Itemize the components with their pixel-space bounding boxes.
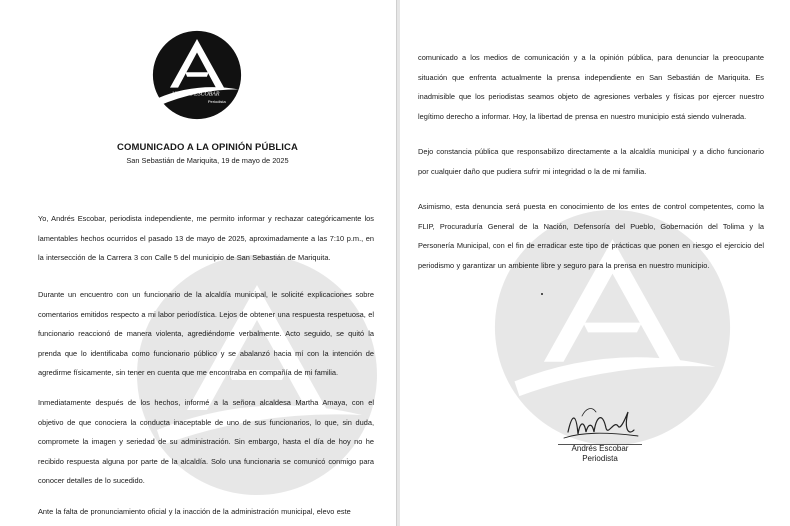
body-paragraph: Durante un encuentro con un funcionario de la alcaldía municipal, le solicité explicaciones sobre comentarios emitidos respecto a mi labor periodística. Lejos de obtener una respuesta respetuosa, el funcionario reaccionó de manera violenta, agrediéndome verbalmente. Acto seguido, se quitó la prenda que lo identificaba como funcionario público y se abalanzó hacia mí con la intención de agredirme físicamente, sin tener en cuenta que me encontraba en compañía de mi familia. [38,290,374,378]
body-paragraph: Yo, Andrés Escobar, periodista independiente, me permito informar y rechazar categóricamente los lamentables hechos ocurridos el pasado 13 de mayo de 2025, aproximadamente a las 7:10 p.m., en la intersección de la Carrera 3 con Calle 5 del municipio de San Sebastián de Mariquita. [38,214,374,263]
place-date: San Sebastián de Mariquita, 19 de mayo de 2025 [126,156,289,165]
signer-name: Andrés Escobar [571,444,629,453]
ink-dot [541,293,543,295]
body-paragraph: comunicado a los medios de comunicación y a la opinión pública, para denunciar la preocupante situación que enfrenta actualmente la prensa independiente en San Sebastián de Mariquita. Es inadmisible que los periodistas seamos objeto de agresiones verbales y físicas por ejercer nuestro legítimo derecho a informar. Hoy, la libertad de prensa en nuestro municipio está siendo vulnerada. [418,53,764,121]
logo-subtext: Periodista [207,98,226,104]
logo-text: ANDRÉS ESCOBAR [170,91,220,98]
document-title: COMUNICADO A LA OPINIÓN PÚBLICA [117,142,298,153]
body-paragraph: Inmediatamente después de los hechos, informé a la señora alcaldesa Martha Amaya, con el objetivo de que conociera la conducta inaceptable de uno de sus funcionarios, lo que, sin duda, compromete la imagen y seriedad de su administración. Sin embargo, hasta el día de hoy no he recibido respuesta alguna por parte de la alcaldía. Solo una funcionaria se comunicó conmigo para conocer detalles de lo sucedido. [38,398,374,486]
body-paragraph: Asimismo, esta denuncia será puesta en conocimiento de los entes de control competentes, como la FLIP, Procuraduría General de la Nación, Defensoría del Pueblo, Gobernación del Tolima y la Personería Municipal, con el fin de erradicar este tipo de prácticas que ponen en riesgo el ejercicio del periodismo y garantizar un ambiente libre y seguro para la prensa en nuestro municipio. [418,202,764,270]
andres-escobar-logo [152,30,242,120]
body-paragraph: Ante la falta de pronunciamiento oficial y la inacción de la administración municipal, elevo este [38,507,351,516]
body-paragraph: Dejo constancia pública que responsabilizo directamente a la alcaldía municipal y a dicho funcionario por cualquier daño que pudiera sufrir mi integridad o la de mi familia. [418,147,764,176]
handwritten-signature [562,402,642,446]
signer-role: Periodista [582,454,618,463]
